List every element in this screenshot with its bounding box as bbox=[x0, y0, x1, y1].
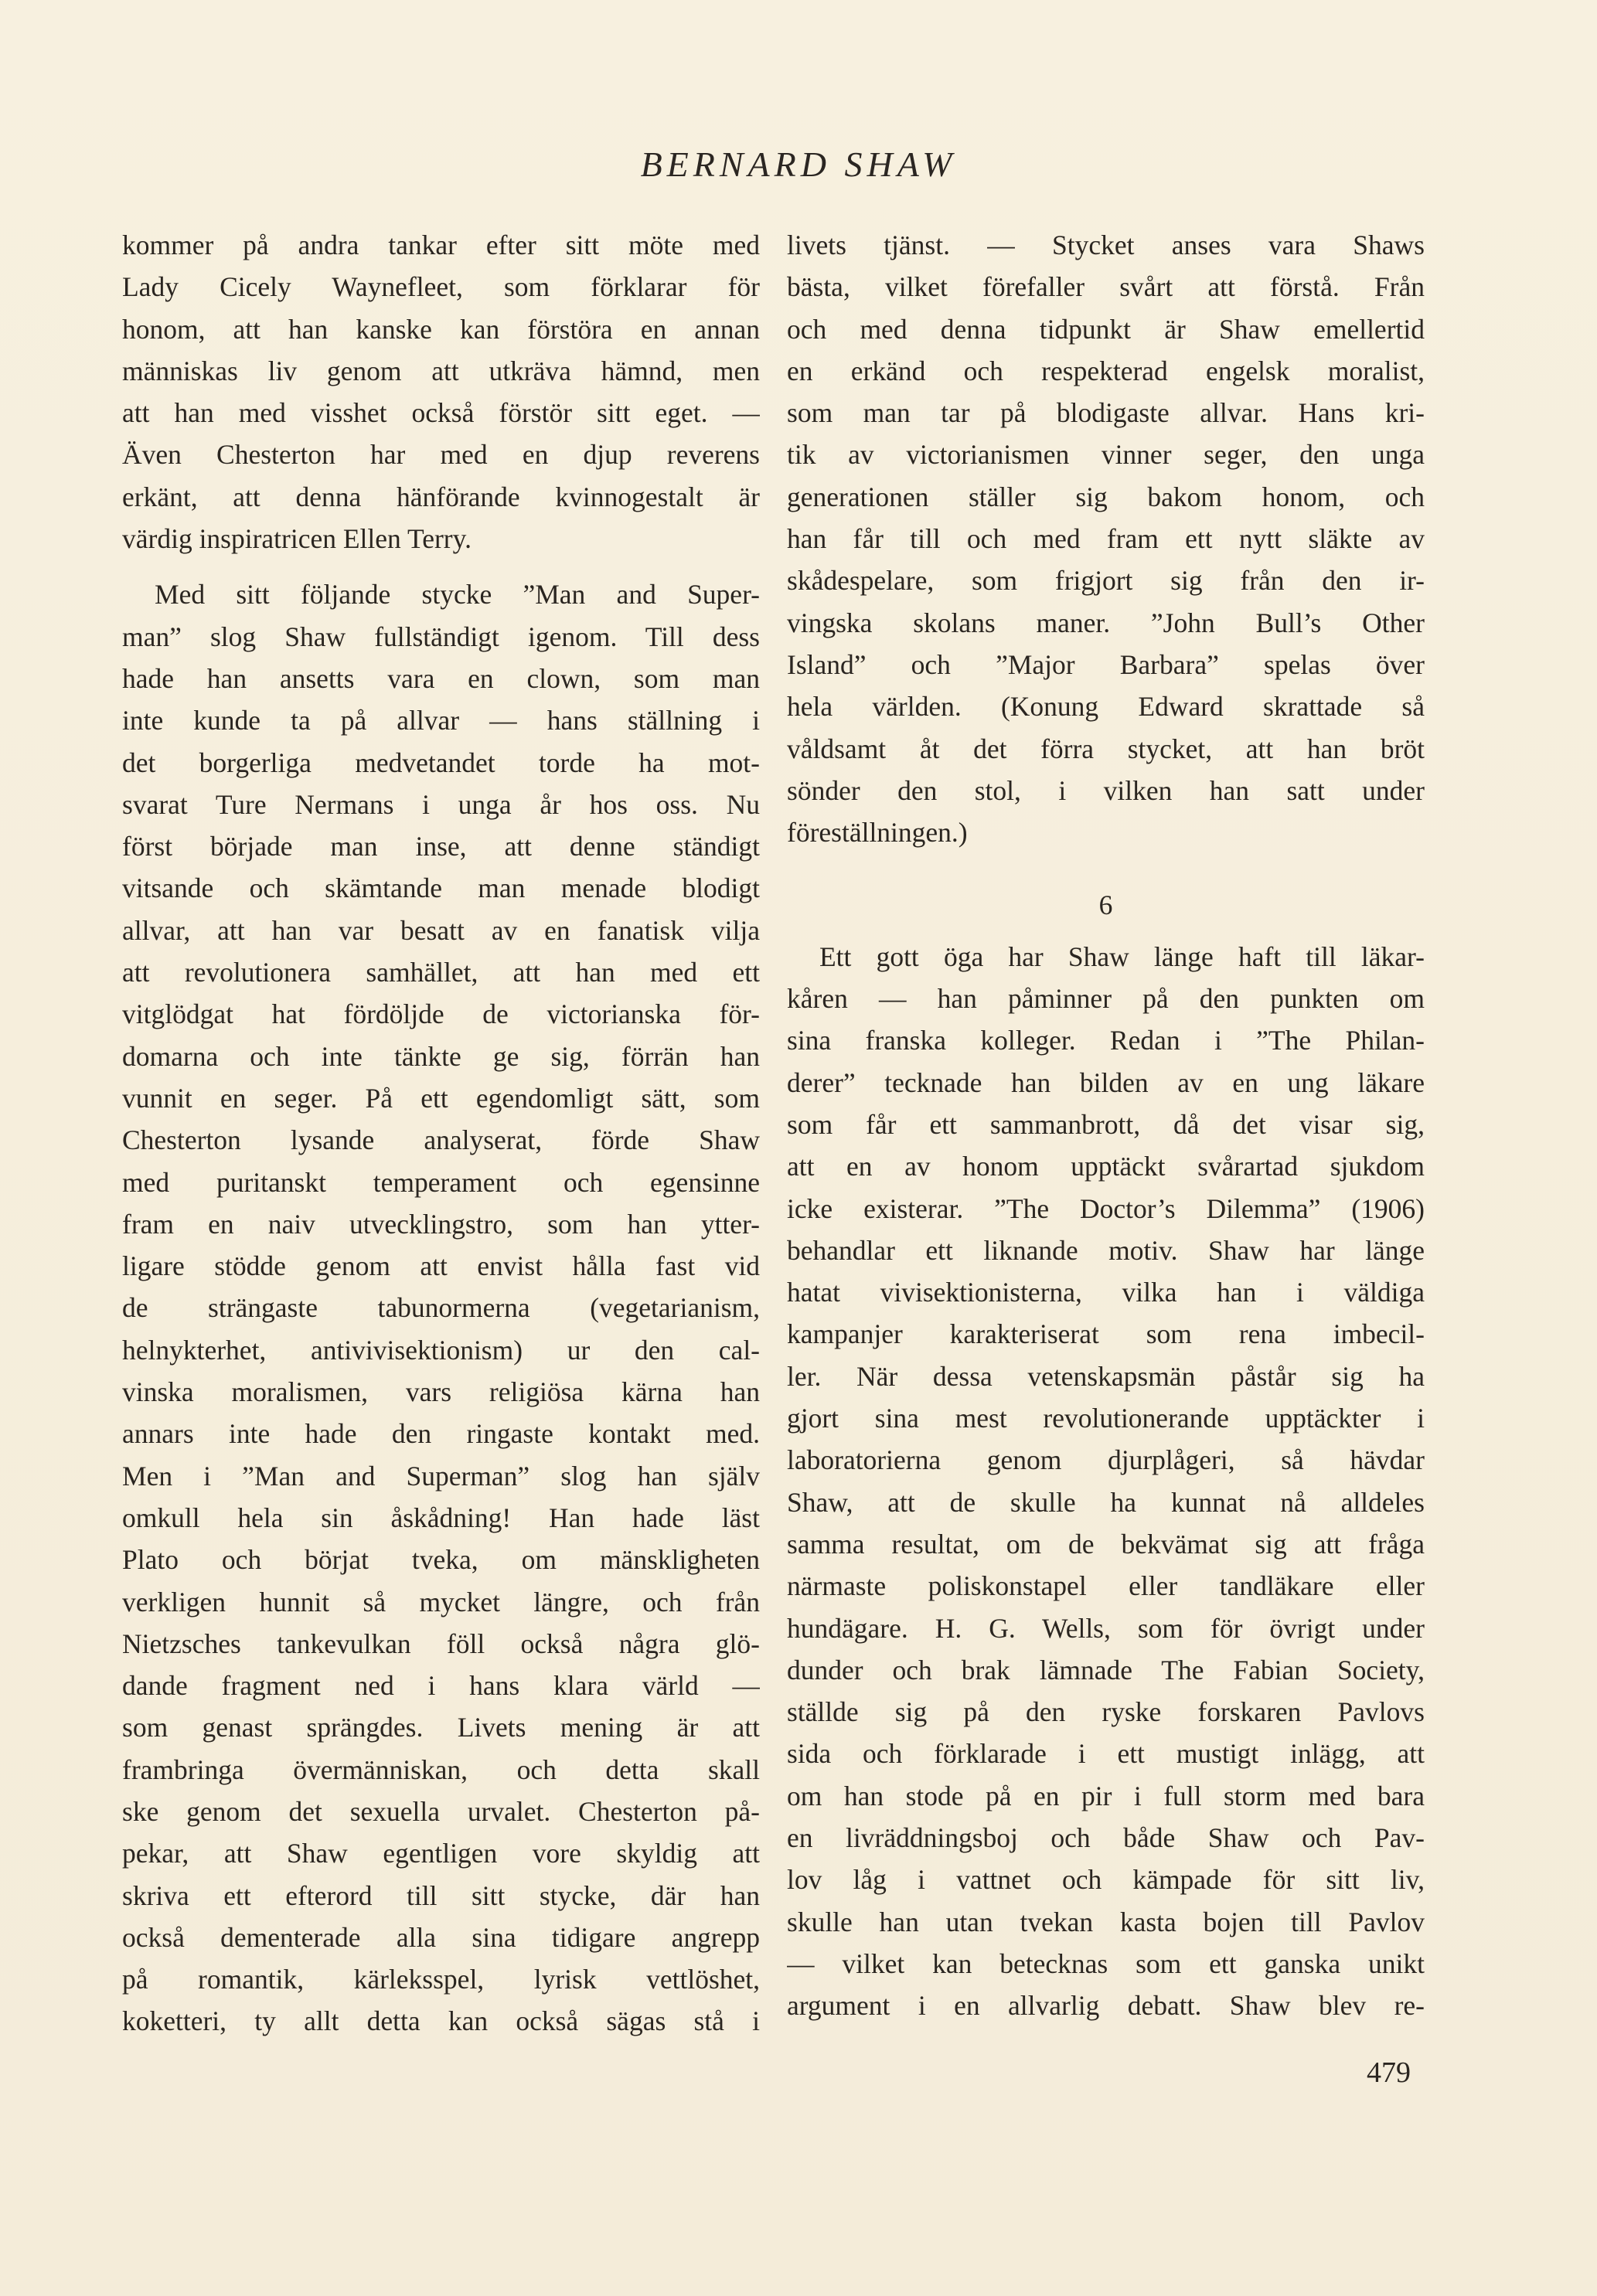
text-line: sina franska kolleger. Redan i ”The Philan- bbox=[787, 1025, 1425, 1056]
text-line: vitsande och skämtande man menade blodigt bbox=[122, 872, 760, 904]
text-line: att en av honom upptäckt svårartad sjukdom bbox=[787, 1151, 1425, 1182]
text-line: verkligen hunnit så mycket längre, och från bbox=[122, 1586, 760, 1617]
text-line: tik av victorianismen vinner seger, den unga bbox=[787, 439, 1425, 471]
page-number: 479 bbox=[1367, 2056, 1411, 2089]
text-line: kommer på andra tankar efter sitt möte med bbox=[122, 230, 760, 260]
text-line: vitglödgat hat fördöljde de victorianska för- bbox=[122, 998, 760, 1030]
text-line: våldsamt åt det förra stycket, att han bröt bbox=[787, 733, 1425, 764]
text-line: det borgerliga medvetandet torde ha mot- bbox=[122, 747, 760, 778]
text-line: frambringa övermänniskan, och detta skall bbox=[122, 1753, 760, 1785]
text-line: han får till och med fram ett nytt släkte av bbox=[787, 523, 1425, 555]
running-title: BERNARD SHAW bbox=[640, 145, 957, 184]
text-line: dunder och brak lämnade The Fabian Society, bbox=[787, 1654, 1425, 1685]
text-line: en livräddningsboj och både Shaw och Pav- bbox=[787, 1821, 1425, 1853]
text-line: som genast sprängdes. Livets mening är att bbox=[122, 1712, 760, 1743]
text-line: skulle han utan tvekan kasta bojen till Pavlov bbox=[787, 1906, 1425, 1937]
text-line: bästa, vilket förefaller svårt att förstå. Från bbox=[787, 271, 1425, 303]
text-line: Plato och börjat tveka, om mänskligheten bbox=[122, 1544, 760, 1576]
text-line: Island” och ”Major Barbara” spelas över bbox=[787, 648, 1425, 680]
text-line: föreställningen.) bbox=[787, 817, 968, 849]
text-line: vingska skolans maner. ”John Bull’s Other bbox=[787, 607, 1425, 638]
text-line: närmaste poliskonstapel eller tandläkare eller bbox=[787, 1570, 1425, 1602]
text-line: helnykterhet, antivivisektionism) ur den cal- bbox=[122, 1334, 760, 1366]
text-line: gjort sina mest revolutionerande upptäckter i bbox=[787, 1403, 1425, 1434]
text-line: hatat vivisektionisterna, vilka han i väldiga bbox=[787, 1277, 1425, 1308]
text-line: först började man inse, att denne ständigt bbox=[122, 831, 760, 862]
text-line: Chesterton lysande analyserat, förde Shaw bbox=[122, 1124, 760, 1156]
text-line: Ett gott öga har Shaw länge haft till läkar- bbox=[819, 941, 1425, 972]
text-line: man” slog Shaw fullständigt igenom. Till dess bbox=[122, 621, 760, 652]
text-line: kampanjer karakteriserat som rena imbecil- bbox=[787, 1318, 1425, 1350]
text-line: Med sitt följande stycke ”Man and Super- bbox=[155, 579, 760, 611]
text-line: icke existerar. ”The Doctor’s Dilemma” (1906) bbox=[787, 1192, 1425, 1224]
text-line: värdig inspiratricen Ellen Terry. bbox=[122, 523, 472, 555]
text-line: fram en naiv utvecklingstro, som han ytter- bbox=[122, 1208, 760, 1240]
text-line: sönder den stol, i vilken han satt under bbox=[787, 774, 1425, 806]
text-line: om han stode på en pir i full storm med bara bbox=[787, 1780, 1425, 1811]
text-line: hela världen. (Konung Edward skrattade så bbox=[787, 691, 1425, 723]
text-line: ligare stödde genom att envist hålla fast vid bbox=[122, 1250, 760, 1282]
text-line: hundägare. H. G. Wells, som för övrigt under bbox=[787, 1612, 1425, 1644]
text-line: lov låg i vattnet och kämpade för sitt liv, bbox=[787, 1864, 1425, 1896]
text-line: generationen ställer sig bakom honom, och bbox=[787, 481, 1425, 512]
text-line: att revolutionera samhället, att han med ett bbox=[122, 957, 760, 988]
text-line: erkänt, att denna hänförande kvinnogestalt är bbox=[122, 481, 760, 512]
text-line: att han med visshet också förstör sitt eget. — bbox=[122, 397, 760, 429]
text-line: Shaw, att de skulle ha kunnat nå alldeles bbox=[787, 1486, 1425, 1518]
text-line: ställde sig på den ryske forskaren Pavlovs bbox=[787, 1696, 1425, 1728]
text-line: honom, att han kanske kan förstöra en annan bbox=[122, 313, 760, 345]
text-line: inte kunde ta på allvar — hans ställning i bbox=[122, 705, 760, 736]
text-line: ske genom det sexuella urvalet. Chesterton på- bbox=[122, 1795, 760, 1827]
text-line: annars inte hade den ringaste kontakt med. bbox=[122, 1418, 760, 1450]
text-line: — vilket kan betecknas som ett ganska unikt bbox=[787, 1947, 1425, 1979]
text-line: livets tjänst. — Stycket anses vara Shaws bbox=[787, 230, 1425, 260]
text-line: som får ett sammanbrott, då det visar sig, bbox=[787, 1108, 1425, 1140]
text-line: allvar, att han var besatt av en fanatisk vilja bbox=[122, 914, 760, 946]
right-column bbox=[787, 224, 1425, 2026]
text-line: vinska moralismen, vars religiösa kärna han bbox=[122, 1376, 760, 1408]
text-line: sida och förklarade i ett mustigt inlägg, att bbox=[787, 1738, 1425, 1770]
text-line: Lady Cicely Waynefleet, som förklarar för bbox=[122, 271, 760, 303]
text-line: Nietzsches tankevulkan föll också några glö- bbox=[122, 1628, 760, 1659]
text-line: laboratorierna genom djurplågeri, så hävdar bbox=[787, 1444, 1425, 1476]
text-line: Även Chesterton har med en djup reverens bbox=[122, 439, 760, 471]
text-line: samma resultat, om de bekvämat sig att fråga bbox=[787, 1528, 1425, 1560]
text-line: domarna och inte tänkte ge sig, förrän han bbox=[122, 1040, 760, 1072]
text-line: och med denna tidpunkt är Shaw emellertid bbox=[787, 313, 1425, 345]
section-number: 6 bbox=[1098, 889, 1113, 921]
text-line: svarat Ture Nermans i unga år hos oss. Nu bbox=[122, 788, 760, 820]
text-line: argument i en allvarlig debatt. Shaw blev re- bbox=[787, 1990, 1425, 2022]
text-line: kåren — han påminner på den punkten om bbox=[787, 983, 1425, 1015]
text-line: dande fragment ned i hans klara värld — bbox=[122, 1670, 760, 1702]
text-line: omkull hela sin åskådning! Han hade läst bbox=[122, 1502, 760, 1533]
text-line: hade han ansetts vara en clown, som man bbox=[122, 662, 760, 694]
text-line: också dementerade alla sina tidigare angrepp bbox=[122, 1921, 760, 1953]
text-line: koketteri, ty allt detta kan också sägas stå i bbox=[122, 2005, 760, 2037]
text-line: derer” tecknade han bilden av en ung läkare bbox=[787, 1066, 1425, 1098]
text-line: som man tar på blodigaste allvar. Hans kri- bbox=[787, 397, 1425, 429]
text-line: människas liv genom att utkräva hämnd, men bbox=[122, 355, 760, 386]
text-line: vunnit en seger. På ett egendomligt sätt, som bbox=[122, 1082, 760, 1114]
text-line: med puritanskt temperament och egensinne bbox=[122, 1166, 760, 1198]
text-line: en erkänd och respekterad engelsk moralist, bbox=[787, 355, 1425, 386]
text-line: pekar, att Shaw egentligen vore skyldig att bbox=[122, 1838, 760, 1869]
text-line: på romantik, kärleksspel, lyrisk vettlöshet, bbox=[122, 1964, 760, 1995]
text-line: de strängaste tabunormerna (vegetarianism, bbox=[122, 1292, 760, 1324]
text-line: Men i ”Man and Superman” slog han själv bbox=[122, 1460, 760, 1492]
text-line: behandlar ett liknande motiv. Shaw har länge bbox=[787, 1234, 1425, 1266]
left-column bbox=[122, 224, 760, 2043]
text-line: ler. När dessa vetenskapsmän påstår sig ha bbox=[787, 1360, 1425, 1392]
text-line: skriva ett efterord till sitt stycke, där han bbox=[122, 1879, 760, 1911]
text-line: skådespelare, som frigjort sig från den ir- bbox=[787, 565, 1425, 597]
